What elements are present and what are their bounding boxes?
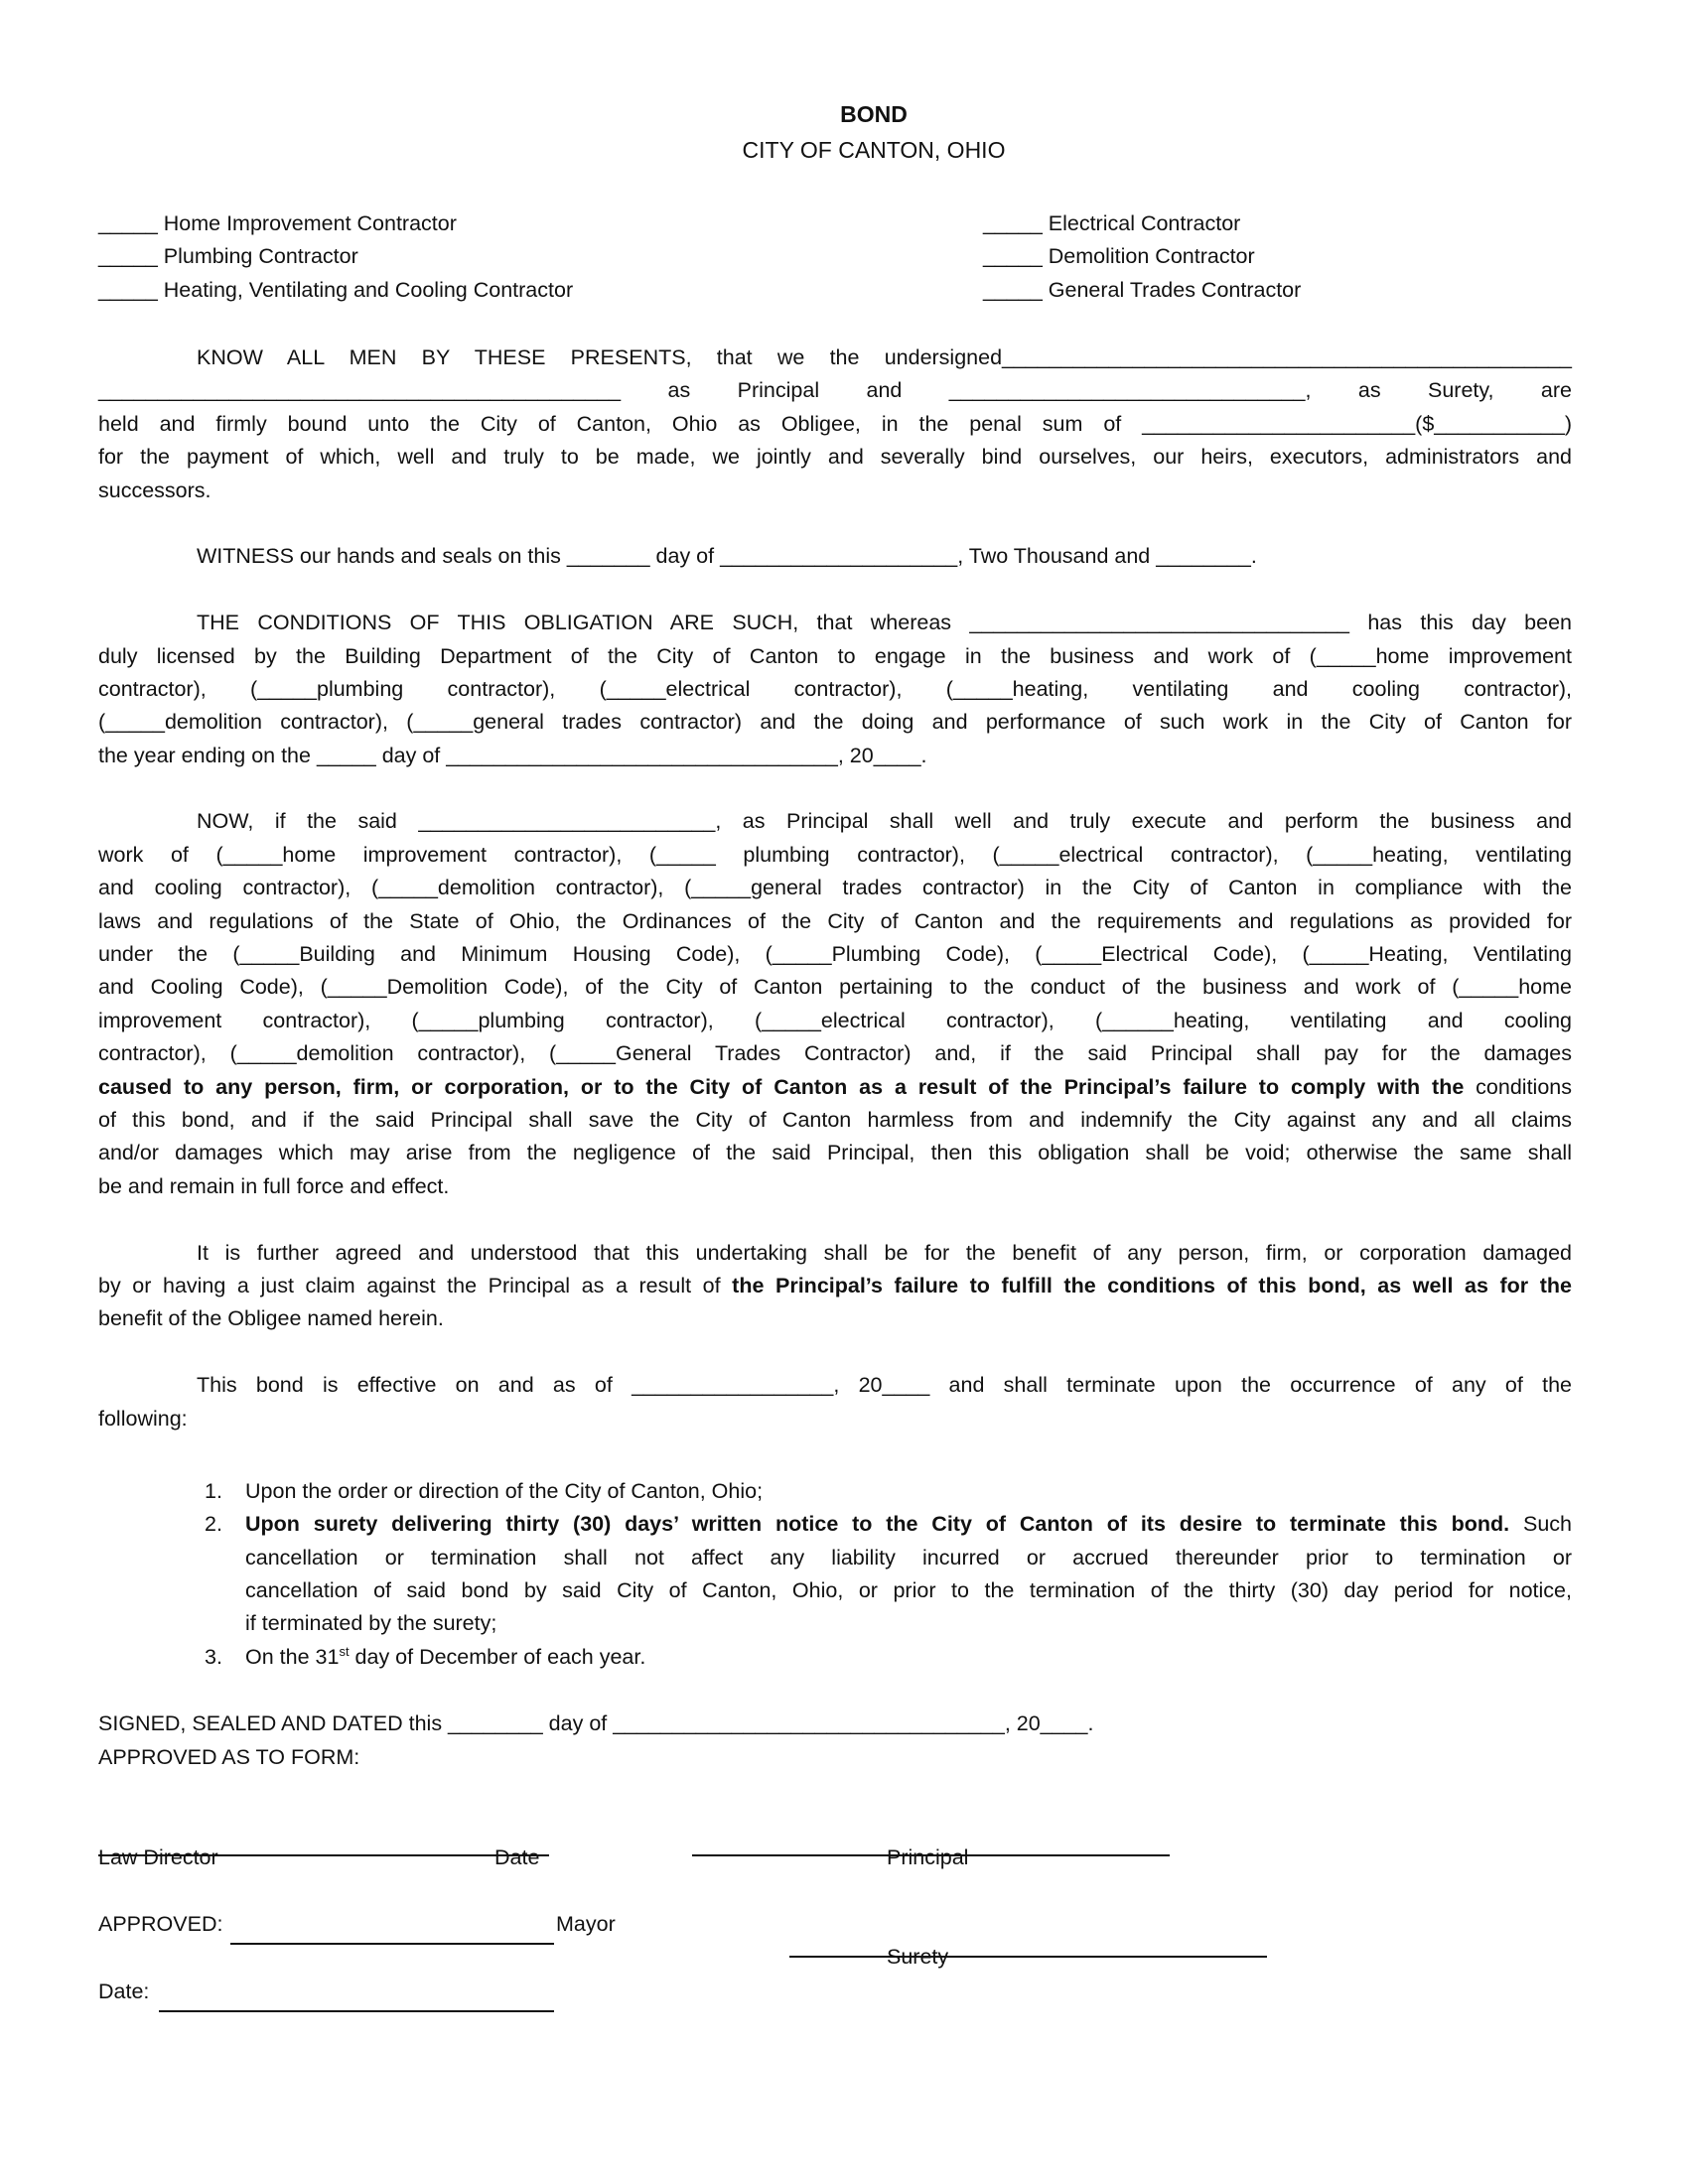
text-line: under the (_____Building and Minimum Housing Code), (_____Plumbing Code), (_____Electrical Code), (_____Heating, Ventilating [98, 942, 1572, 967]
approved-as-to-form-label: APPROVED AS TO FORM: [98, 1745, 360, 1769]
surety-label: Surety [887, 1945, 949, 1969]
document-title: BOND [840, 101, 908, 127]
text-line: KNOW ALL MEN BY THESE PRESENTS, that we the undersigned________________________________________________ [197, 345, 1572, 369]
list-item [98, 1475, 1572, 1508]
text-line: for the payment of which, well and truly to be made, we jointly and severally bind ourselves, our heirs, executors, administrators and [98, 445, 1572, 470]
contractor-type-electrical[interactable]: _____ Electrical Contractor [983, 211, 1241, 235]
text-line: benefit of the Obligee named herein. [98, 1306, 444, 1331]
text-line: ____________________________________________ as Principal and ______________________________, as Surety, are [98, 378, 1572, 403]
text-segment: conditions [1464, 1074, 1572, 1099]
text-line: NOW, if the said _________________________, as Principal shall well and truly execute and perform the business and [197, 809, 1572, 834]
text-line: It is further agreed and understood that this undertaking shall be for the benefit of any person, firm, or corporation damaged [197, 1240, 1572, 1265]
text-line: cancellation of said bond by said City of Canton, Ohio, or prior to the termination of the thirty (30) day period for notice, [245, 1578, 1572, 1603]
text-line [245, 1508, 1572, 1541]
surety-signature-line[interactable] [789, 1956, 1267, 1958]
contractor-types-right [983, 207, 1301, 307]
approval-date-line[interactable] [159, 2010, 554, 2012]
approval-date-label: Date: [98, 1979, 150, 2003]
effective-date-paragraph [98, 1369, 1572, 1435]
text-line: and Cooling Code), (_____Demolition Code), of the City of Canton pertaining to the conduct of the business and work of (_____home [98, 975, 1572, 1000]
text-line: and/or damages which may arise from the negligence of the said Principal, then this obligation shall be void; otherwise the same shall [98, 1141, 1572, 1165]
conditions-paragraph [98, 607, 1572, 772]
witness-paragraph [98, 540, 1572, 573]
text-line: of this bond, and if the said Principal shall save the City of Canton harmless from and indemnify the City against any and all claims [98, 1107, 1572, 1132]
text-line: WITNESS our hands and seals on this _______ day of ____________________, Two Thousand and ________. [197, 544, 1257, 569]
text-line: contractor), (_____plumbing contractor), (_____electrical contractor), (_____heating, ventilating and cooling contractor), [98, 676, 1572, 701]
ordinal-suffix: st [339, 1643, 350, 1659]
know-all-men-paragraph [98, 341, 1572, 507]
list-item [98, 1508, 1572, 1641]
contractor-type-home-improvement[interactable]: _____ Home Improvement Contractor [98, 211, 457, 235]
text-line: contractor), (_____demolition contractor), (_____General Trades Contractor) and, if the said Principal shall pay for the damages [98, 1041, 1572, 1066]
further-agreed-paragraph [98, 1237, 1572, 1336]
contractor-type-general-trades[interactable]: _____ General Trades Contractor [983, 277, 1302, 302]
text-line: improvement contractor), (_____plumbing contractor), (_____electrical contractor), (______heating, ventilating and cooling [98, 1008, 1572, 1032]
law-director-label: Law Director [98, 1845, 218, 1869]
list-number: 3. [205, 1644, 222, 1669]
contractor-type-demolition[interactable]: _____ Demolition Contractor [983, 244, 1255, 269]
mayor-label: Mayor [556, 1912, 616, 1936]
text-line: if terminated by the surety; [245, 1611, 497, 1636]
text-line: laws and regulations of the State of Ohio, the Ordinances of the City of Canton and the requirements and regulations as provided for [98, 908, 1572, 933]
text-line: This bond is effective on and as of _________________, 20____ and shall terminate upon the occurrence of any of the [197, 1373, 1572, 1398]
text-line: be and remain in full force and effect. [98, 1173, 450, 1198]
text-line [98, 1071, 1572, 1104]
bold-text: Upon surety delivering thirty (30) days’ written notice to the City of Canton of its desire to terminate this bond. [245, 1512, 1510, 1537]
text-line: held and firmly bound unto the City of Canton, Ohio as Obligee, in the penal sum of _______________________($___________) [98, 411, 1572, 436]
principal-label: Principal [887, 1845, 969, 1869]
contractor-type-plumbing[interactable]: _____ Plumbing Contractor [98, 244, 358, 269]
signed-sealed-dated-line[interactable]: SIGNED, SEALED AND DATED this ________ day of _________________________________, 20____. [98, 1711, 1094, 1735]
list-number: 1. [205, 1478, 222, 1503]
text-segment: Such [1509, 1512, 1572, 1537]
list-number: 2. [205, 1512, 222, 1537]
text-line [245, 1641, 1572, 1674]
document-subtitle: CITY OF CANTON, OHIO [742, 137, 1006, 163]
approved-label: APPROVED: [98, 1912, 223, 1936]
mayor-approval-line[interactable] [230, 1943, 554, 1945]
termination-conditions-list [98, 1475, 1572, 1674]
bold-text: the Principal’s failure to fulfill the conditions of this bond, as well as for the [732, 1273, 1572, 1297]
text-line: and cooling contractor), (_____demolition contractor), (_____general trades contractor) in the City of Canton in compliance with the [98, 876, 1572, 900]
text-line: cancellation or termination shall not affect any liability incurred or accrued thereunder prior to termination or [245, 1545, 1572, 1570]
text-line: Upon the order or direction of the City of Canton, Ohio; [245, 1478, 764, 1503]
bold-text: caused to any person, firm, or corporation, or to the City of Canton as a result of the Principal’s failure to comply with the [98, 1074, 1465, 1099]
text-segment: On the 31 [245, 1644, 340, 1669]
now-if-paragraph [98, 805, 1572, 1203]
text-line: THE CONDITIONS OF THIS OBLIGATION ARE SUCH, that whereas ________________________________ has this day been [197, 611, 1572, 635]
list-item [98, 1641, 1572, 1674]
text-segment: by or having a just claim against the Principal as a result of [98, 1273, 733, 1297]
date-label: Date [494, 1845, 540, 1869]
text-line [98, 1270, 1572, 1302]
text-line: successors. [98, 478, 211, 502]
text-segment: day of December of each year. [349, 1644, 646, 1669]
contractor-type-hvac[interactable]: _____ Heating, Ventilating and Cooling Contractor [98, 277, 574, 302]
text-line: work of (_____home improvement contractor), (_____ plumbing contractor), (_____electrical contractor), (_____heating, ventilating [98, 842, 1572, 867]
contractor-types-left [98, 207, 573, 307]
bond-body [98, 341, 1572, 1707]
text-line: (_____demolition contractor), (_____general trades contractor) and the doing and performance of such work in the City of Canton for [98, 710, 1572, 735]
text-line: duly licensed by the Building Department of the City of Canton to engage in the business and work of (_____home improvement [98, 643, 1572, 668]
text-line: following: [98, 1406, 188, 1431]
text-line: the year ending on the _____ day of _________________________________, 20____. [98, 743, 927, 767]
